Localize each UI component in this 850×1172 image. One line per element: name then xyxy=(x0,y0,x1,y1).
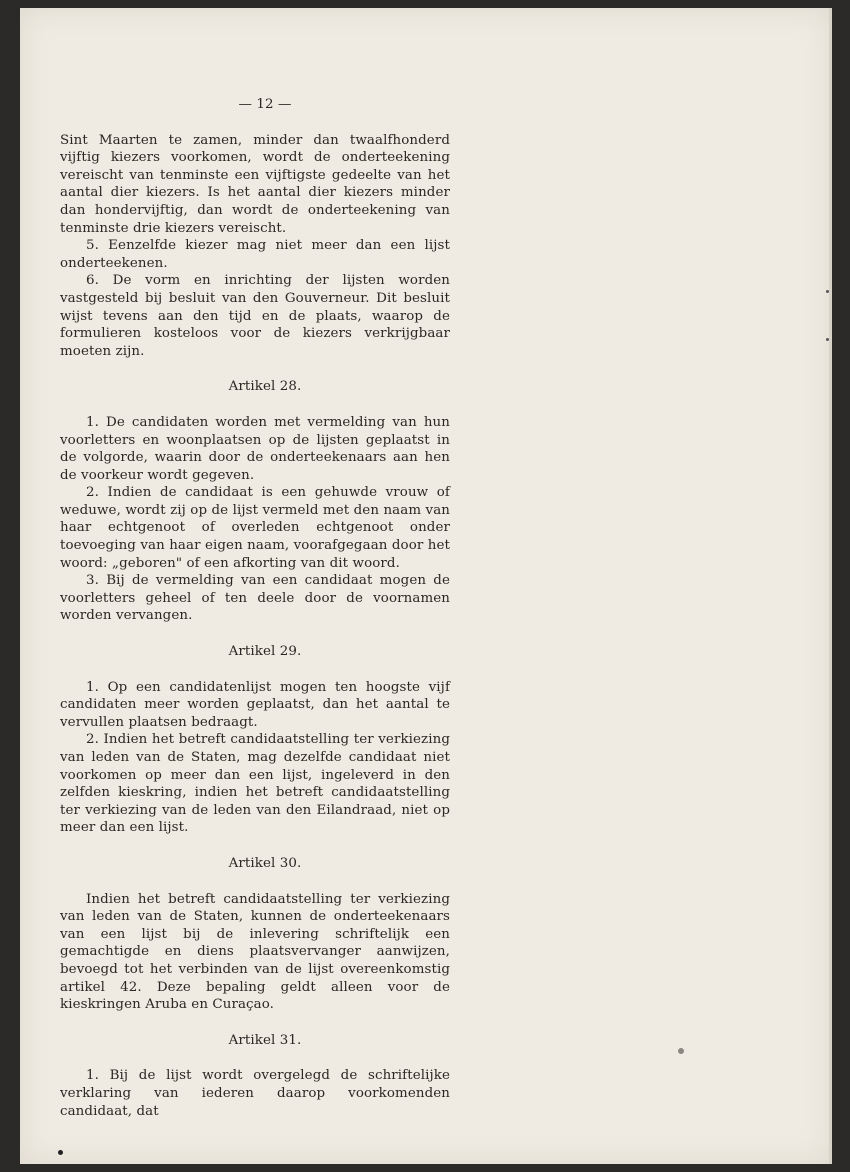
article-28-paragraph-1: 1. De candidaten worden met vermelding van hun voorletters en woonplaatsen op de lijsten geplaatst in de volgorde, waarin door de onderteekenaars aan hen de voorkeur wordt gegeven. xyxy=(60,414,450,483)
article-31-paragraph-1: 1. Bij de lijst wordt overgelegd de schriftelijke verklaring van iederen daarop voorkomenden candidaat, dat xyxy=(60,1068,450,1119)
article-30-heading: Artikel 30. xyxy=(228,855,302,871)
article-28-paragraph-2: 2. Indien de candidaat is een gehuwde vrouw of weduwe, wordt zij op de lijst vermeld met den naam van haar echtgenoot of overleden echtgenoot onder toevoeging van haar eigen naam, voorafgegaan door het woord: „geboren" of een afkorting van dit woord. xyxy=(60,485,450,571)
intro-paragraph-5: 5. Eenzelfde kiezer mag niet meer dan een lijst onderteekenen. xyxy=(60,238,450,271)
page-content xyxy=(60,96,450,1120)
intro-paragraph-6: 6. De vorm en inrichting der lijsten worden vastgesteld bij besluit van den Gouverneur. Dit besluit wijst tevens aan den tijd en de plaats, waarop de formulieren kosteloos voor de kiezers verkrijgbaar moeten zijn. xyxy=(60,273,450,359)
article-31-heading: Artikel 31. xyxy=(228,1032,302,1048)
article-28-paragraph-3: 3. Bij de vermelding van een candidaat mogen de voorletters geheel of ten deele door de voornamen worden vervangen. xyxy=(60,573,450,624)
document-page xyxy=(20,8,832,1164)
article-29-paragraph-1: 1. Op een candidatenlijst mogen ten hoogste vijf candidaten meer worden geplaatst, dan het aantal te vervullen plaatsen bedraagt. xyxy=(60,679,450,730)
page-number: — 12 — xyxy=(238,97,292,112)
article-28-heading: Artikel 28. xyxy=(228,379,302,395)
page-edge xyxy=(829,8,832,1164)
article-29-paragraph-2: 2. Indien het betreft candidaatstelling ter verkiezing van leden van de Staten, mag dezelfde candidaat niet voorkomen op meer dan een lijst, ingeleverd in den zelfden kieskring, indien het betreft candidaatstelling ter verkiezing van de leden van den Eilandraad, niet op meer dan een lijst. xyxy=(60,732,450,836)
paper-speck xyxy=(826,338,829,341)
article-29-heading: Artikel 29. xyxy=(228,644,302,660)
intro-paragraph-1: Sint Maarten te zamen, minder dan twaalfhonderd vijftig kiezers voorkomen, wordt de onderteekening vereischt van tenminste een vijftigste gedeelte van het aantal dier kiezers. Is het aantal dier kiezers minder dan hondervijftig, dan wordt de onderteekening van tenminste drie kiezers vereischt. xyxy=(60,132,450,236)
paper-speck xyxy=(826,290,829,293)
article-30-paragraph-1: Indien het betreft candidaatstelling ter verkiezing van leden van de Staten, kunnen de onderteekenaars van een lijst bij de inlevering schriftelijk een gemachtigde en diens plaatsvervanger aanwijzen, bevoegd tot het verbinden van de lijst overeenkomstig artikel 42. Deze bepaling geldt alleen voor de kieskringen Aruba en Curaçao. xyxy=(60,891,450,1013)
paper-speck xyxy=(678,1048,684,1054)
paper-speck xyxy=(58,1150,63,1155)
